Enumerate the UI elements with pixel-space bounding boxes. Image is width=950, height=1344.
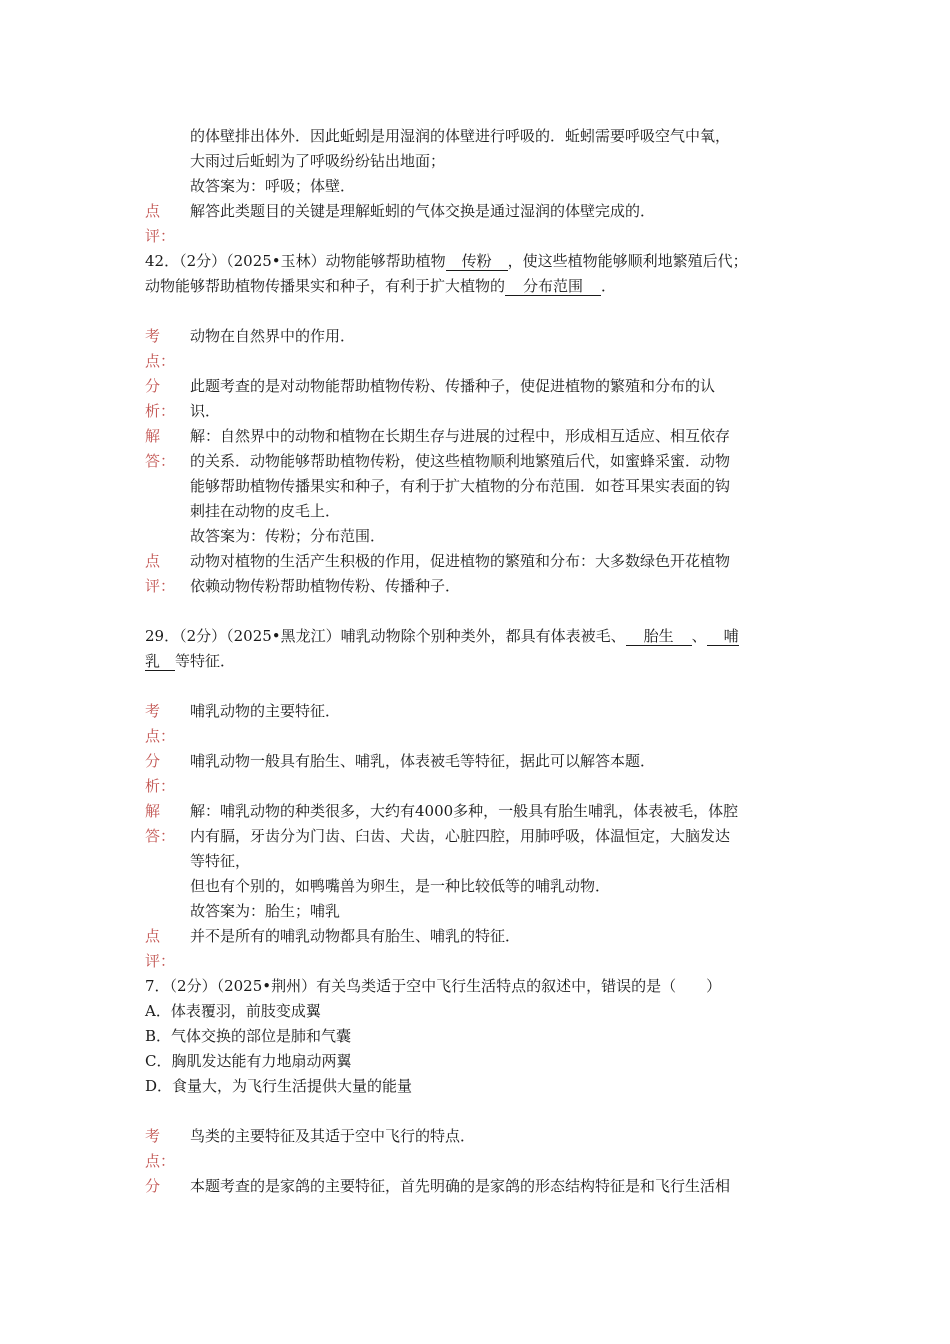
prev-answer-text: 的体壁排出体外．因此蚯蚓是用湿润的体壁进行呼吸的．蚯蚓需要呼吸空气中氧， 大雨过后蚯蚓为了呼吸纷纷钻出地面； 故答案为：呼吸；体壁． xyxy=(190,127,731,195)
label-kaodian: 考 点： xyxy=(145,1127,176,1170)
question-29: 29．（2分）（2025•黑龙江）哺乳动物除个别种类外，都具有体表被毛、 胎生 、 哺 乳 等特征． xyxy=(145,627,739,670)
answer-blank: 胎生 xyxy=(626,627,692,646)
q29-fenxi-text: 哺乳动物一般具有胎生、哺乳，体表被毛等特征，据此可以解答本题． xyxy=(190,752,656,770)
label-jieda: 解 答： xyxy=(145,427,176,470)
option-a: A．体表覆羽，前肢变成翼 xyxy=(145,1002,321,1020)
label-jieda: 解 答： xyxy=(145,802,176,845)
option-d: D．食量大，为飞行生活提供大量的能量 xyxy=(145,1077,413,1095)
q42-fenxi-text: 此题考查的是对动物能帮助植物传粉、传播种子，使促进植物的繁殖和分布的认 识． xyxy=(190,377,716,420)
q42-jieda-text: 解：自然界中的动物和植物在长期生存与进展的过程中，形成相互适应、相互依存 的关系．动物能够帮助植物传粉，使这些植物顺利地繁殖后代，如蜜蜂采蜜．动物 能够帮助植物传播果实和种子，有利于扩大植物的分布范围．如苍耳果实表面的钩 刺挂在动物的皮毛上． 故答案为：传粉；分布范围． xyxy=(190,427,731,545)
answer-blank: 分布范围 xyxy=(505,277,601,296)
label-fenxi: 分 xyxy=(145,1177,161,1195)
q42-comment-text: 动物对植物的生活产生积极的作用，促进植物的繁殖和分布：大多数绿色开花植物 依赖动物传粉帮助植物传粉、传播种子． xyxy=(190,552,731,595)
answer-blank: 哺 xyxy=(707,627,739,646)
prev-comment-text: 解答此类题目的关键是理解蚯蚓的气体交换是通过湿润的体壁完成的． xyxy=(190,202,656,220)
answer-blank: 乳 xyxy=(145,652,175,671)
label-comment: 点 评： xyxy=(145,552,176,595)
question-7: 7．（2分）（2025•荆州）有关鸟类适于空中飞行生活特点的叙述中，错误的是（ ） A．体表覆羽，前肢变成翼 B．气体交换的部位是肺和气囊 C．胸肌发达能有力地扇动两翼 D．食量大，为飞行生活提供大量的能量 xyxy=(145,974,815,1099)
q42-kaodian-text: 动物在自然界中的作用． xyxy=(190,327,356,345)
option-c: C．胸肌发达能有力地扇动两翼 xyxy=(145,1052,352,1070)
q29-jieda-text: 解：哺乳动物的种类很多，大约有4000多种，一般具有胎生哺乳，体表被毛，体腔 内有膈，牙齿分为门齿、臼齿、犬齿，心脏四腔，用肺呼吸，体温恒定，大脑发达 等特征， 但也有个别的，如鸭嘴兽为卵生，是一种比较低等的哺乳动物． 故答案为：胎生；哺乳 xyxy=(190,802,739,920)
answer-blank: 传粉 xyxy=(446,252,508,271)
q7-fenxi-text: 本题考查的是家鸽的主要特征，首先明确的是家鸽的形态结构特征是和飞行生活相 xyxy=(190,1177,731,1195)
q7-kaodian-text: 鸟类的主要特征及其适于空中飞行的特点． xyxy=(190,1127,476,1145)
label-comment: 点 评： xyxy=(145,202,176,245)
question-42: 42．（2分）（2025•玉林）动物能够帮助植物 传粉 ，使这些植物能够顺利地繁殖后代； 动物能够帮助植物传播果实和种子，有利于扩大植物的 分布范围 ． xyxy=(145,252,748,295)
label-comment: 点 评： xyxy=(145,927,176,970)
option-b: B．气体交换的部位是肺和气囊 xyxy=(145,1027,352,1045)
label-fenxi: 分 析： xyxy=(145,377,176,420)
label-kaodian: 考 点： xyxy=(145,327,176,370)
label-kaodian: 考 点： xyxy=(145,702,176,745)
label-fenxi: 分 析： xyxy=(145,752,176,795)
q29-comment-text: 并不是所有的哺乳动物都具有胎生、哺乳的特征． xyxy=(190,927,521,945)
q29-kaodian-text: 哺乳动物的主要特征． xyxy=(190,702,341,720)
